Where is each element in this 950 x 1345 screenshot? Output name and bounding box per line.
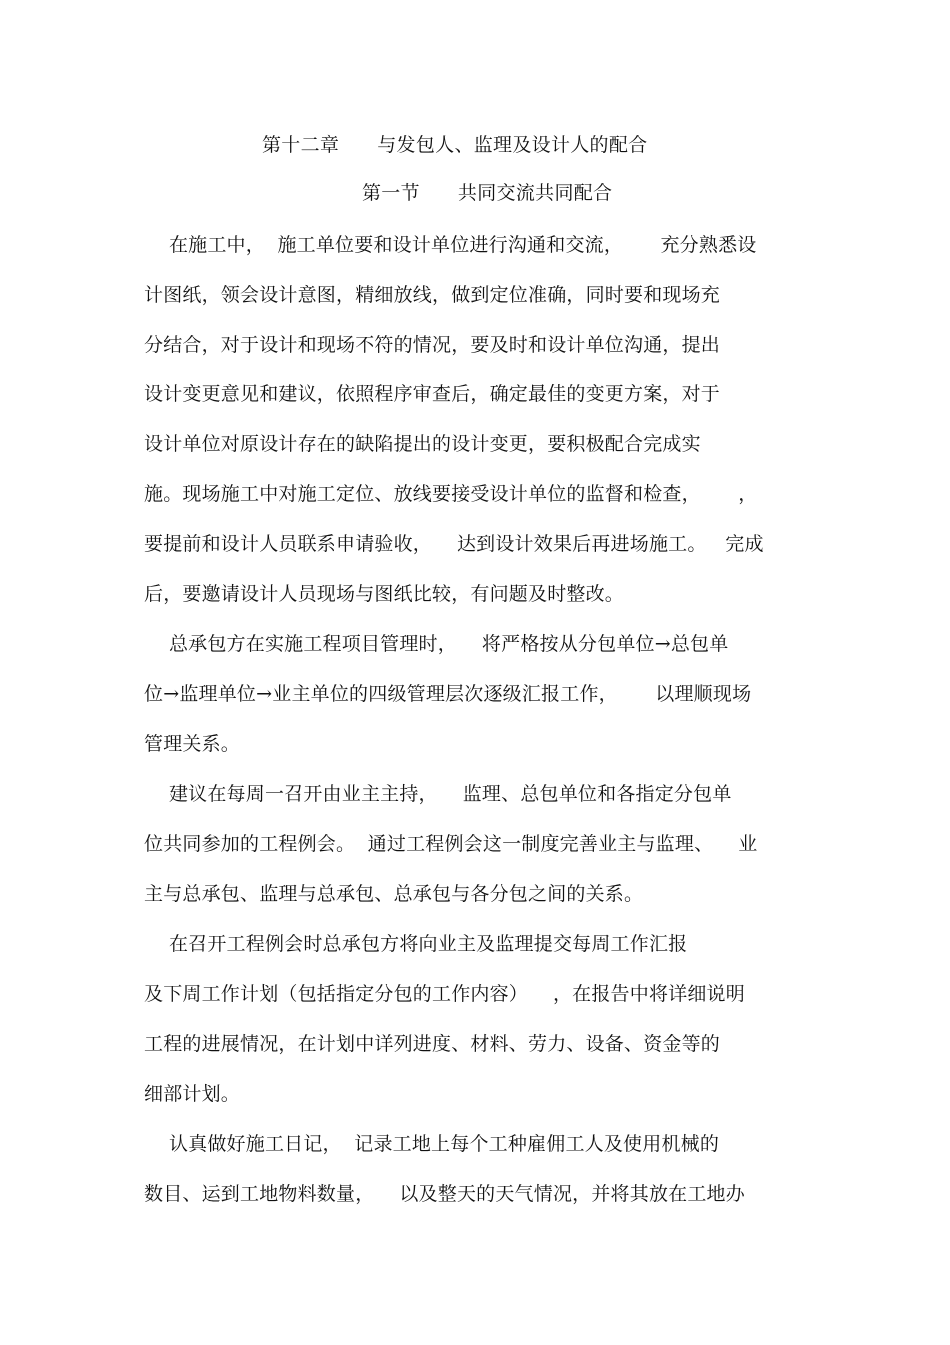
text-line: 设计变更意见和建议，依照程序审查后，确定最佳的变更方案，对于 (144, 383, 721, 405)
text-line: 位→监理单位→业主单位的四级管理层次逐级汇报工作， 以理顺现场 (144, 683, 752, 705)
text-line: 工程的进展情况，在计划中详列进度、材料、劳力、设备、资金等的 (144, 1033, 721, 1055)
text-line: 细部计划。 (144, 1083, 241, 1105)
text-line: 建议在每周一召开由业主主持， 监理、总包单位和各指定分包单 (144, 783, 732, 805)
text-line: 计图纸，领会设计意图，精细放线，做到定位准确，同时要和现场充 (144, 284, 721, 306)
text-line: 管理关系。 (144, 733, 241, 755)
text-line: 位共同参加的工程例会。 通过工程例会这一制度完善业主与监理、 业 (144, 833, 758, 855)
text-line: 设计单位对原设计存在的缺陷提出的设计变更，要积极配合完成实 (144, 433, 701, 455)
text-line: 及下周工作计划（包括指定分包的工作内容） ，在报告中将详细说明 (144, 983, 745, 1005)
section-title: 第一节 共同交流共同配合 (362, 182, 613, 204)
text-line: 主与总承包、监理与总承包、总承包与各分包之间的关系。 (144, 883, 644, 905)
text-line: 分结合，对于设计和现场不符的情况，要及时和设计单位沟通，提出 (144, 334, 721, 356)
text-line: 在召开工程例会时总承包方将向业主及监理提交每周工作汇报 (144, 933, 688, 955)
text-line: 后，要邀请设计人员现场与图纸比较，有问题及时整改。 (144, 583, 625, 605)
text-line: 要提前和设计人员联系申请验收， 达到设计效果后再进场施工。 完成 (144, 533, 764, 555)
text-line: 在施工中， 施工单位要和设计单位进行沟通和交流， 充分熟悉设 (144, 234, 757, 256)
text-line: 总承包方在实施工程项目管理时， 将严格按从分包单位→总包单 (144, 633, 729, 655)
text-line: 施。现场施工中对施工定位、放线要接受设计单位的监督和检查， ， (144, 483, 758, 505)
text-line: 认真做好施工日记， 记录工地上每个工种雇佣工人及使用机械的 (144, 1133, 720, 1155)
text-line: 数目、运到工地物料数量， 以及整天的天气情况，并将其放在工地办 (144, 1183, 745, 1205)
chapter-title: 第十二章 与发包人、监理及设计人的配合 (262, 134, 648, 156)
